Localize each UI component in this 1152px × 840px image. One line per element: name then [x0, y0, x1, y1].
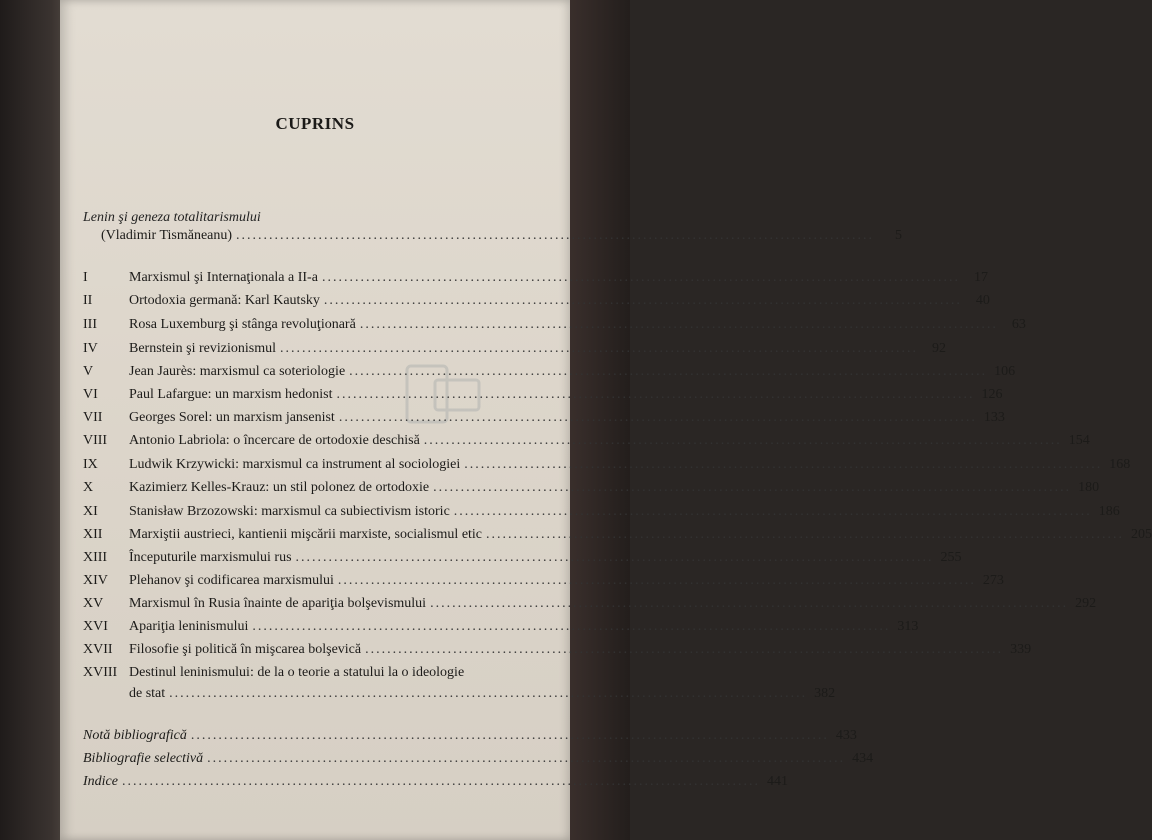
toc-entry-back-matter[interactable] [83, 774, 788, 794]
leader-dots: .................................................................................................................... [486, 527, 1125, 542]
leader-dots: .................................................................................................................... [423, 433, 1062, 448]
chapter-title: Jean Jaurès: marxismul ca soteriologie [129, 364, 346, 379]
leader-dots: .................................................................................................................... [453, 504, 1092, 519]
left-background [0, 0, 64, 840]
chapter-number: XIII [83, 550, 108, 565]
chapter-title: Bernstein şi revizionismul [129, 341, 276, 356]
chapter-number: VII [83, 410, 103, 425]
page-number: 205 [1131, 527, 1152, 542]
page-number: 180 [1078, 480, 1100, 495]
chapter-title: Ludwik Krzywicki: marxismul ca instrument al sociologiei [129, 457, 461, 472]
chapter-number: VI [83, 387, 98, 402]
leader-dots: .................................................................................................................... [279, 341, 918, 356]
back-matter-title: Bibliografie selectivă [83, 751, 204, 766]
toc-entry[interactable] [83, 293, 990, 313]
back-matter-title: Indice [83, 774, 118, 789]
page-title: CUPRINS [275, 114, 355, 133]
chapter-title: Marxiştii austrieci, kantienii mişcării marxiste, socialismul etic [129, 527, 483, 542]
chapter-title: Filosofie şi politică în mişcarea bolşevică [129, 642, 362, 657]
chapter-title: Ortodoxia germană: Karl Kautsky [129, 293, 320, 308]
chapter-title-continuation: de stat [129, 686, 166, 701]
chapter-number: XV [83, 596, 104, 611]
leader-dots: .................................................................................................................... [295, 550, 934, 565]
page-number: 255 [940, 550, 962, 565]
chapter-number: XVIII [83, 665, 118, 680]
chapter-number: XVI [83, 619, 108, 634]
toc-entry[interactable] [83, 527, 1152, 547]
leader-dots: .................................................................................................................... [336, 387, 975, 402]
leader-dots: .................................................................................................................... [338, 410, 977, 425]
book-page [60, 0, 1152, 840]
page-number: 339 [1010, 642, 1032, 657]
leader-dots: .................................................................................................................... [365, 642, 1004, 657]
leader-dots: .................................................................................................................... [464, 457, 1103, 472]
back-matter-title: Notă bibliografică [83, 728, 187, 743]
page-number: 441 [766, 774, 788, 789]
leader-dots: .................................................................................................................... [430, 596, 1069, 611]
intro-author: (Vladimir Tismăneanu) [101, 228, 233, 243]
page-number: 17 [973, 270, 988, 285]
chapter-title: Începuturile marxismului rus [129, 550, 292, 565]
chapter-title: Paul Lafargue: un marxism hedonist [129, 387, 333, 402]
leader-dots: .................................................................................................................... [337, 573, 976, 588]
toc-entry-back-matter[interactable] [83, 751, 874, 771]
toc-entry[interactable] [83, 317, 1026, 337]
page-number: 5 [895, 228, 903, 243]
toc-entry[interactable] [83, 364, 1016, 384]
leader-dots: .................................................................................................................... [252, 619, 891, 634]
page-number: 126 [981, 387, 1003, 402]
chapter-title: Antonio Labriola: o încercare de ortodoxie deschisă [129, 433, 420, 448]
intro-title: Lenin şi geneza totalitarismului [83, 210, 261, 225]
leader-dots: .................................................................................................................... [169, 686, 808, 701]
toc-entry-multiline[interactable] [83, 665, 555, 685]
page-number: 382 [814, 686, 836, 701]
page-number: 40 [975, 293, 990, 308]
page-number: 106 [994, 364, 1016, 379]
chapter-number: IV [83, 341, 98, 356]
chapter-number: IX [83, 457, 98, 472]
toc-entry[interactable] [83, 410, 1005, 430]
leader-dots: .................................................................................................................... [190, 728, 829, 743]
toc-entry[interactable] [83, 504, 1120, 524]
page-number: 63 [1011, 317, 1026, 332]
leader-dots: .................................................................................................................... [433, 480, 1072, 495]
page-number: 92 [931, 341, 946, 356]
leader-dots: .................................................................................................................... [207, 751, 846, 766]
chapter-title: Plehanov şi codificarea marxismului [129, 573, 334, 588]
leader-dots: .................................................................................................................... [321, 270, 960, 285]
toc-entry[interactable] [83, 550, 962, 570]
leader-dots: .................................................................................................................... [349, 364, 988, 379]
page-number: 186 [1098, 504, 1120, 519]
chapter-title: Apariţia leninismului [129, 619, 249, 634]
chapter-number: X [83, 480, 94, 495]
page-number: 433 [835, 728, 857, 743]
leader-dots: .................................................................................................................... [121, 774, 760, 789]
page-number: 273 [982, 573, 1004, 588]
chapter-number: I [83, 270, 88, 285]
page-number: 292 [1075, 596, 1097, 611]
toc-entry[interactable] [83, 642, 1032, 662]
toc-entry[interactable] [83, 270, 988, 290]
toc-entry[interactable] [83, 573, 1004, 593]
chapter-number: III [83, 317, 97, 332]
toc-entry[interactable] [83, 619, 919, 639]
page-number: 313 [897, 619, 919, 634]
intro-entry[interactable] [83, 228, 903, 248]
toc-entry[interactable] [83, 457, 1131, 477]
page-number: 434 [852, 751, 874, 766]
chapter-number: VIII [83, 433, 108, 448]
chapter-title: Rosa Luxemburg şi stânga revoluţionară [129, 317, 356, 332]
chapter-number: V [83, 364, 94, 379]
leader-dots: .................................................................................................................... [359, 317, 998, 332]
toc-entry[interactable] [83, 596, 1097, 616]
chapter-title: Kazimierz Kelles-Krauz: un stil polonez de ortodoxie [129, 480, 430, 495]
toc-entry[interactable] [83, 433, 1090, 453]
chapter-title: Stanisław Brzozowski: marxismul ca subiectivism istoric [129, 504, 450, 519]
toc-entry[interactable] [83, 480, 1100, 500]
page-number: 154 [1068, 433, 1090, 448]
chapter-number: XVII [83, 642, 113, 657]
toc-entry[interactable] [83, 341, 946, 361]
chapter-title: Georges Sorel: un marxism jansenist [129, 410, 335, 425]
chapter-number: XI [83, 504, 98, 519]
chapter-title: Marxismul în Rusia înainte de apariţia bolşevismului [129, 596, 427, 611]
chapter-title: Marxismul şi Internaţionala a II-a [129, 270, 318, 285]
page-number: 168 [1109, 457, 1131, 472]
toc-entry[interactable] [83, 387, 1003, 407]
chapter-number: XII [83, 527, 103, 542]
chapter-number: II [83, 293, 93, 308]
toc-entry-back-matter[interactable] [83, 728, 857, 748]
page-number: 133 [983, 410, 1005, 425]
toc-entry-continuation[interactable] [129, 686, 836, 706]
leader-dots: .................................................................................................................... [323, 293, 962, 308]
chapter-title: Destinul leninismului: de la o teorie a statului la o ideologie [129, 665, 465, 680]
leader-dots: .................................................................................................................... [236, 228, 875, 243]
chapter-number: XIV [83, 573, 108, 588]
